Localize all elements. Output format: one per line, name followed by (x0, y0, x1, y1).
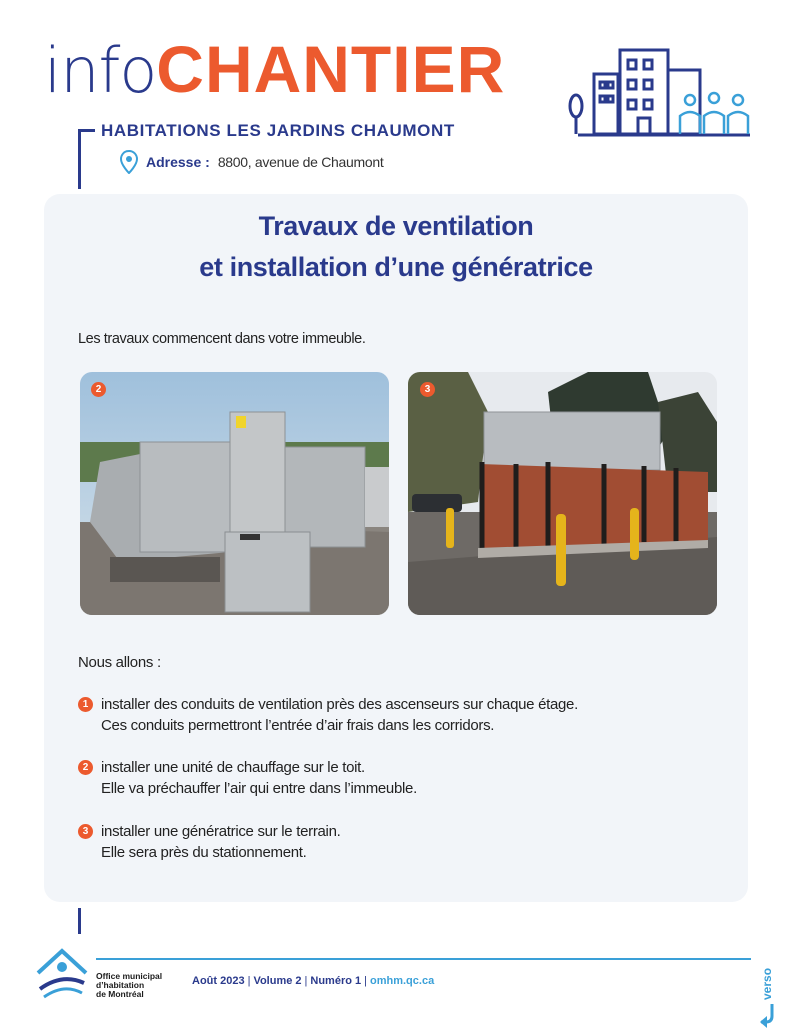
org-line3: de Montréal (96, 989, 144, 999)
step-2-line2: Elle va préchauffer l’air qui entre dans l’immeuble. (101, 780, 417, 797)
footer-meta (192, 975, 434, 987)
step-1-line2: Ces conduits permettront l’entrée d’air frais dans les corridors. (101, 717, 495, 734)
step-3-line1: installer une génératrice sur le terrain. (101, 823, 341, 840)
card-title-line1: Travaux de ventilation (258, 211, 534, 241)
address-label: Adresse : (146, 154, 210, 170)
photo-badge-2: 2 (91, 382, 106, 397)
turn-page-arrow-icon[interactable] (758, 1002, 778, 1028)
org-line1: Office municipal (96, 971, 163, 981)
address-line (120, 150, 383, 174)
location-pin-icon (120, 150, 138, 174)
brand-title (44, 32, 506, 107)
issue-number: Numéro 1 (310, 975, 362, 987)
separator-3: | (364, 975, 367, 987)
city-buildings-illustration (562, 44, 754, 140)
verso-label[interactable]: verso (760, 967, 774, 1000)
step-badge-3: 3 (78, 824, 93, 839)
photo-badge-3: 3 (420, 382, 435, 397)
footer-vertical-rule (78, 908, 81, 934)
photo-generator (408, 372, 717, 615)
footer-rule (96, 958, 751, 960)
omhm-logo-icon (34, 943, 90, 1001)
step-2 (78, 757, 417, 799)
separator-2: | (304, 975, 308, 987)
card-title-line2: et installation d’une génératrice (199, 252, 593, 282)
org-name (96, 972, 162, 999)
issue-volume: Volume 2 (253, 975, 302, 987)
brand-prefix: info (44, 34, 157, 107)
lead-text: Nous allons : (78, 654, 161, 671)
org-line2: d’habitation (96, 980, 145, 990)
step-3 (78, 821, 341, 863)
step-1-line1: installer des conduits de ventilation près des ascenseurs sur chaque étage. (101, 696, 578, 713)
address-value: 8800, avenue de Chaumont (217, 154, 384, 170)
step-3-line2: Elle sera près du stationnement. (101, 844, 307, 861)
website-link[interactable]: omhm.qc.ca (370, 975, 435, 987)
brand-main: CHANTIER (156, 32, 506, 106)
project-subtitle: HABITATIONS LES JARDINS CHAUMONT (101, 121, 455, 140)
intro-text: Les travaux commencent dans votre immeuble. (78, 331, 366, 347)
step-2-line1: installer une unité de chauffage sur le toit. (101, 759, 365, 776)
step-badge-2: 2 (78, 760, 93, 775)
header-vertical-rule (78, 129, 81, 189)
header-rule (79, 129, 95, 132)
issue-date: Août 2023 (192, 975, 245, 987)
step-1 (78, 694, 578, 736)
step-badge-1: 1 (78, 697, 93, 712)
photo-heating-unit (80, 372, 389, 615)
separator-1: | (247, 975, 251, 987)
card-title (44, 206, 748, 288)
